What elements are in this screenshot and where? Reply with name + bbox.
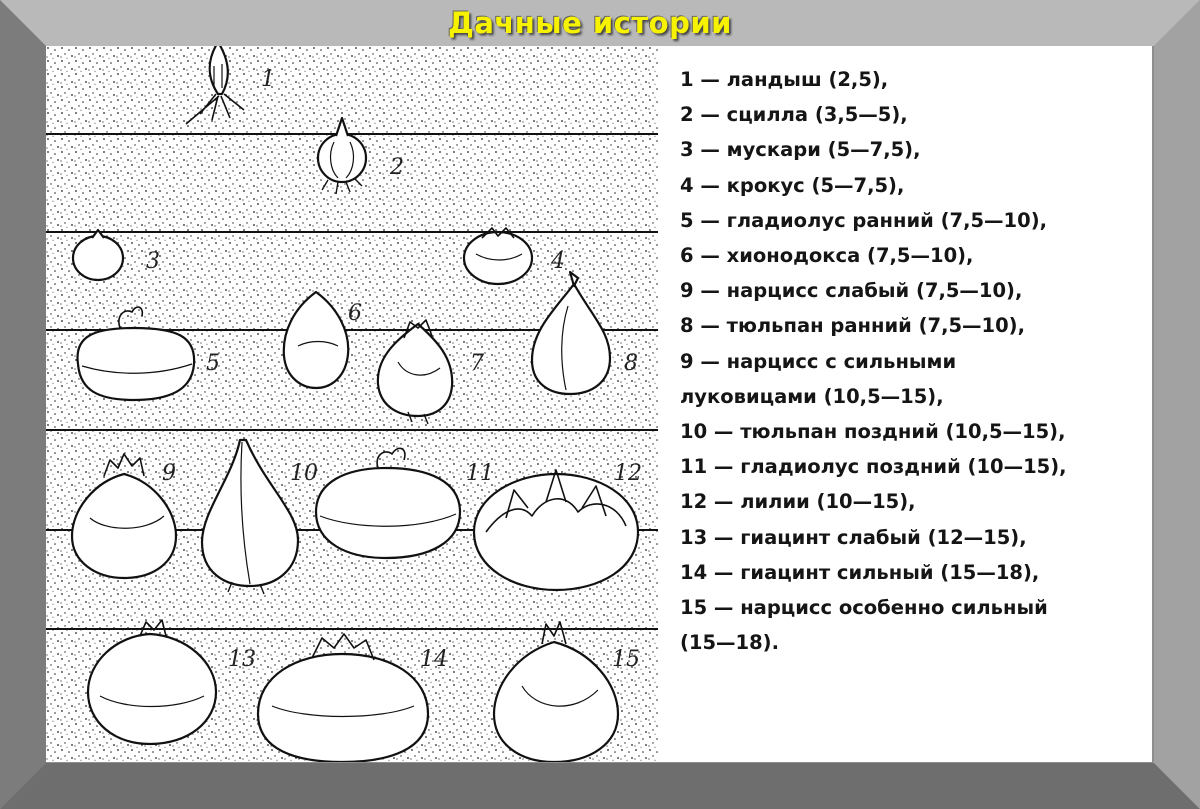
legend-line: 8 — тюльпан ранний (7,5—10), (680, 314, 1026, 338)
legend-line: 1 — ландыш (2,5), (680, 68, 889, 91)
frame-bottom-bevel (0, 763, 1200, 809)
legend-line: 11 — гладиолус поздний (10—15), (680, 455, 1067, 479)
frame-left-bevel (0, 0, 46, 809)
bulb-label-1: 1 (261, 67, 275, 92)
frame-right-bevel (1154, 0, 1200, 809)
legend-line: 6 — хионодокса (7,5—10), (680, 244, 974, 268)
bulb-label-4: 4 (551, 249, 565, 274)
legend-line: 9 — нарцисс с сильными (680, 349, 957, 373)
legend-line: 3 — мускари (5—7,5), (680, 138, 921, 162)
legend-line: 2 — сцилла (3,5—5), (680, 103, 908, 127)
legend-line: 4 — крокус (5—7,5), (680, 173, 905, 197)
bulb-label-6: 6 (348, 301, 362, 326)
content-panel (46, 46, 1152, 762)
legend-line: 14 — гиацинт сильный (15—18), (680, 560, 1040, 584)
legend-line: 9 — нарцисс слабый (7,5—10), (680, 279, 1023, 303)
bulb-label-5: 5 (206, 351, 220, 376)
bulb-label-11: 11 (466, 461, 494, 486)
brand-title: Дачные истории (448, 6, 732, 40)
bulb-planting-depth-illustration (46, 46, 658, 762)
bulb-label-12: 12 (614, 461, 642, 486)
bulb-label-9: 9 (162, 461, 176, 486)
bulb-label-14: 14 (420, 647, 448, 672)
bulb-label-15: 15 (612, 647, 640, 672)
legend-line: 13 — гиацинт слабый (12—15), (680, 525, 1027, 549)
bulb-legend (680, 62, 1140, 660)
legend-line: 5 — гладиолус ранний (7,5—10), (680, 208, 1048, 232)
legend-line: (15—18). (680, 631, 780, 655)
bulb-label-2: 2 (390, 155, 404, 180)
bulb-label-8: 8 (624, 351, 638, 376)
bulb-label-13: 13 (228, 647, 256, 672)
legend-line: 12 — лилии (10—15), (680, 490, 916, 514)
bulb-label-7: 7 (470, 351, 484, 376)
bulb-label-3: 3 (146, 249, 160, 274)
bulb-label-10: 10 (290, 461, 318, 486)
legend-line: 15 — нарцисс особенно сильный (680, 596, 1048, 620)
legend-line: 10 — тюльпан поздний (10,5—15), (680, 420, 1066, 444)
legend-line: луковицами (10,5—15), (680, 384, 944, 408)
